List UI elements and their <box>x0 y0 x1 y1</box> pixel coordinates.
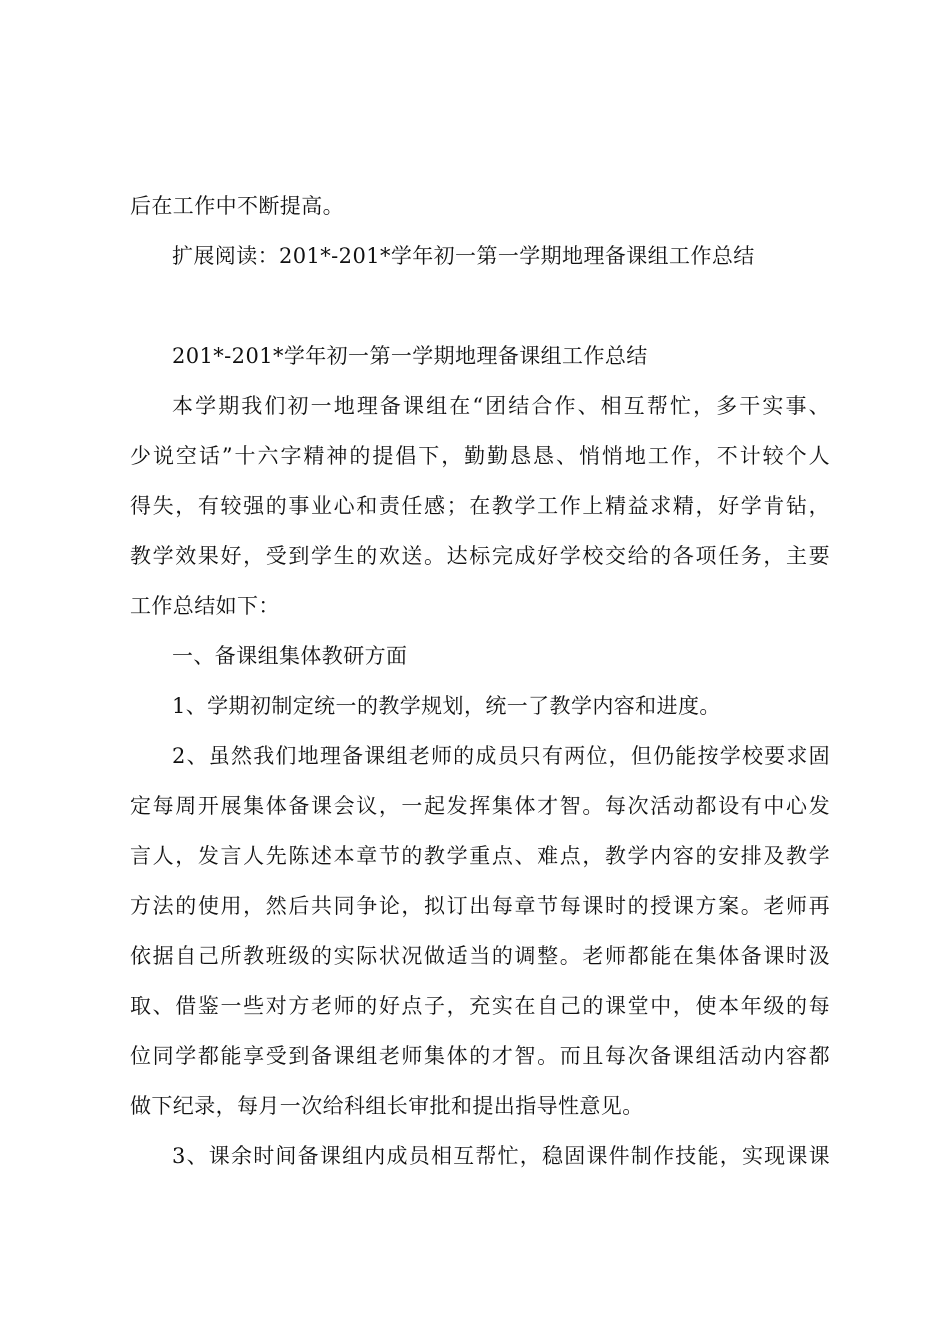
paragraph-line: 本学期我们初一地理备课组在“团结合作、相互帮忙，多干实事、 <box>172 394 830 418</box>
list-item: 3、课余时间备课组内成员相互帮忙，稳固课件制作技能，实现课课 <box>172 1144 830 1168</box>
paragraph-line: 教学效果好，受到学生的欢送。达标完成好学校交给的各项任务，主要 <box>130 544 830 568</box>
paragraph-line: 位同学都能享受到备课组老师集体的才智。而且每次备课组活动内容都 <box>130 1044 830 1068</box>
list-item: 1、学期初制定统一的教学规划，统一了教学内容和进度。 <box>172 694 721 718</box>
heading-line: 一、备课组集体教研方面 <box>172 644 408 668</box>
paragraph-line: 少说空话”十六字精神的提倡下，勤勤恳恳、悄悄地工作，不计较个人 <box>130 444 830 468</box>
list-item: 2、虽然我们地理备课组老师的成员只有两位，但仍能按学校要求固 <box>172 744 830 768</box>
section-title: 201*-201*学年初一第一学期地理备课组工作总结 <box>172 344 648 368</box>
paragraph-line: 取、借鉴一些对方老师的好点子，充实在自己的课堂中，使本年级的每 <box>130 994 830 1018</box>
text-line: 后在工作中不断提高。 <box>130 194 344 218</box>
paragraph-line: 工作总结如下： <box>130 594 280 618</box>
paragraph-line: 做下纪录，每月一次给科组长审批和提出指导性意见。 <box>130 1094 644 1118</box>
paragraph-line: 依据自己所教班级的实际状况做适当的调整。老师都能在集体备课时汲 <box>130 944 830 968</box>
paragraph-line: 方法的使用，然后共同争论，拟订出每章节每课时的授课方案。老师再 <box>130 894 830 918</box>
extended-reading-line: 扩展阅读：201*-201*学年初一第一学期地理备课组工作总结 <box>172 244 755 268</box>
paragraph-line: 得失，有较强的事业心和责任感；在教学工作上精益求精，好学肯钻， <box>130 494 830 518</box>
paragraph-line: 言人，发言人先陈述本章节的教学重点、难点，教学内容的安排及教学 <box>130 844 830 868</box>
paragraph-line: 定每周开展集体备课会议，一起发挥集体才智。每次活动都设有中心发 <box>130 794 830 818</box>
